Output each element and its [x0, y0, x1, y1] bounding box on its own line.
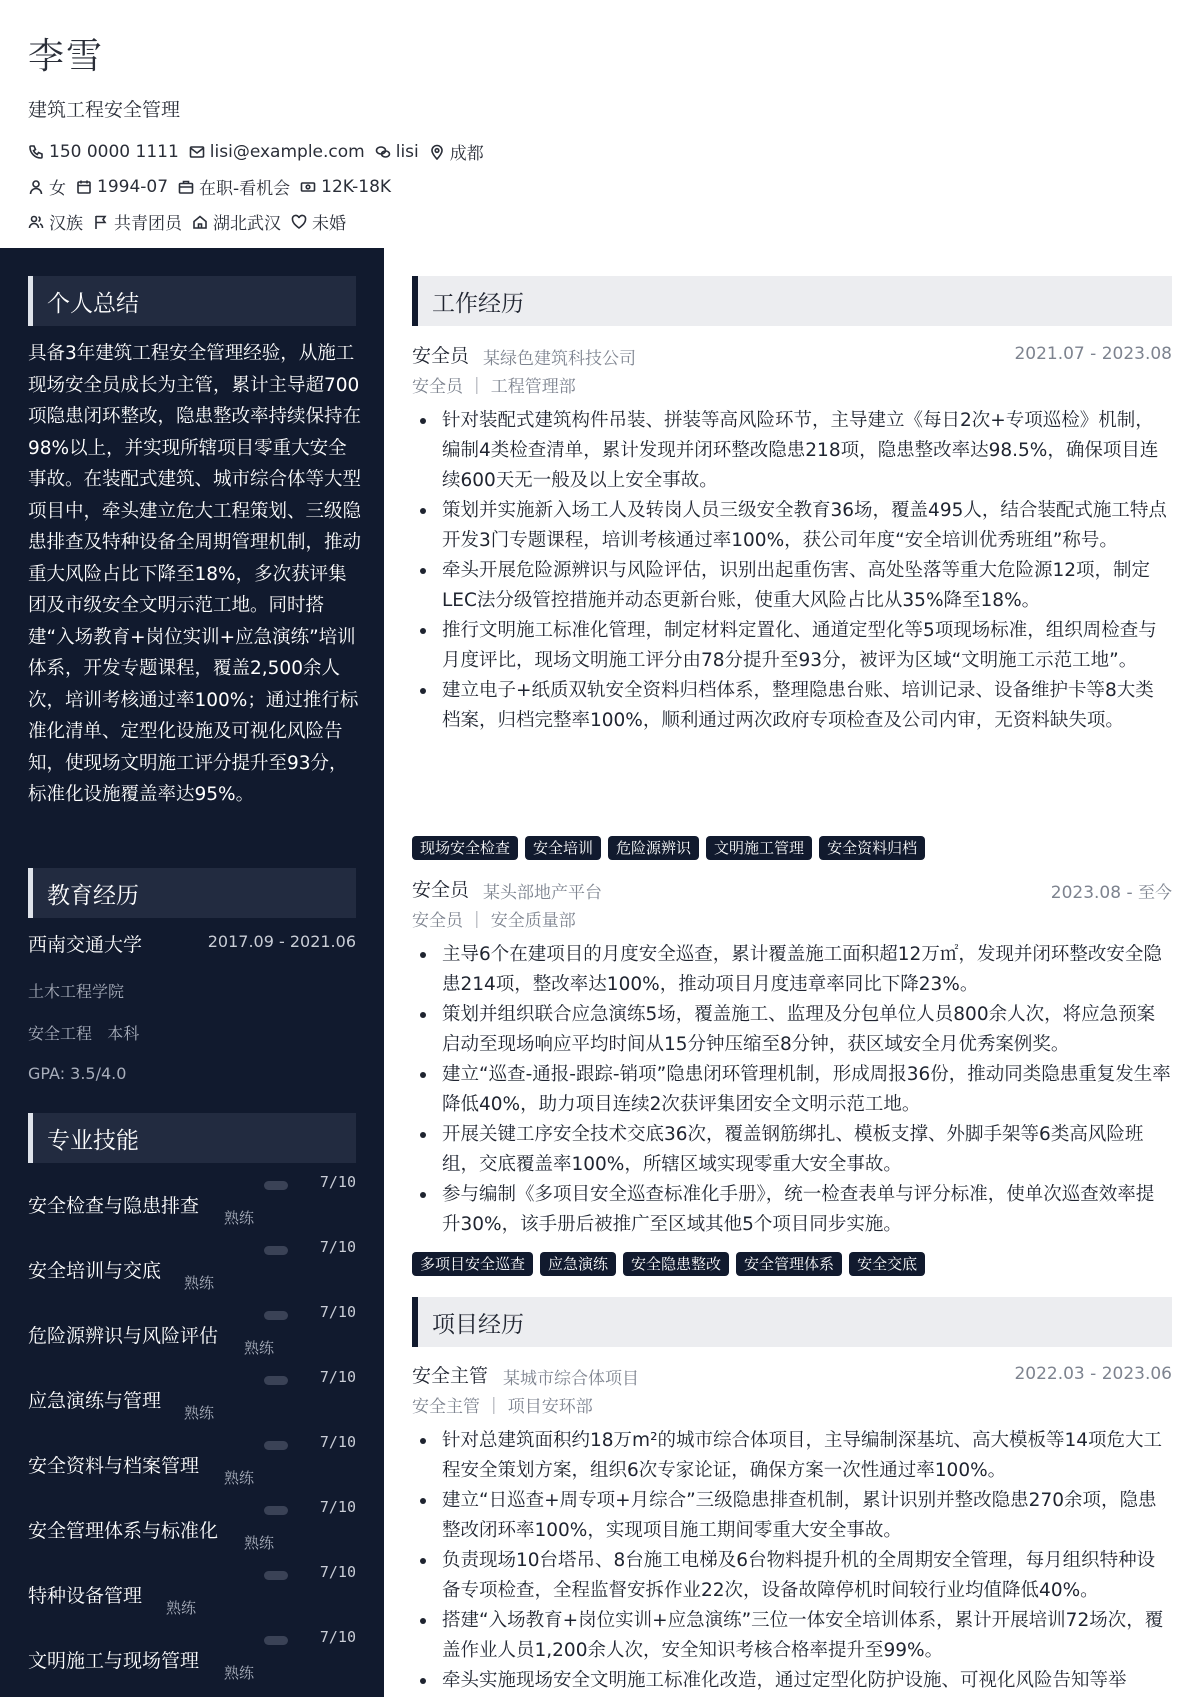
skills-section-title: 专业技能 — [28, 1113, 356, 1163]
mail-icon — [189, 144, 205, 160]
project-header — [412, 1361, 1172, 1389]
skill-bar — [264, 1181, 288, 1190]
skill-name: 危险源辨识与风险评估 — [28, 1325, 219, 1347]
skill-tag: 多项目安全巡查 — [412, 1252, 533, 1276]
list-item: 建立“巡查-通报-跟踪-销项”隐患闭环管理机制，形成周报36份，推动同类隐患重复发生率降低40%，助力项目连续2次获评集团安全文明示范工地。 — [412, 1060, 1172, 1120]
skill-name: 安全管理体系与标准化 — [28, 1520, 219, 1542]
skill-tag: 安全培训 — [525, 836, 601, 860]
skill-tag: 安全管理体系 — [736, 1252, 842, 1276]
job-bullets — [412, 940, 1172, 1240]
ethnicity-item — [28, 209, 83, 234]
skill-item — [28, 1433, 356, 1493]
marital-text: 未婚 — [312, 214, 346, 234]
phone-item — [28, 142, 179, 162]
job-date: 2023.08 - 至今 — [1050, 883, 1172, 903]
project-section-title: 项目经历 — [412, 1297, 1172, 1347]
heart-icon — [291, 214, 307, 230]
skill-score: 7/10 — [319, 1303, 356, 1321]
list-item: 主导6个在建项目的月度安全巡查，累计覆盖施工面积超12万㎡，发现并闭环整改安全隐患214项，整改率达100%，推动项目月度违章率同比下降23%。 — [412, 940, 1172, 1000]
skill-item — [28, 1173, 356, 1233]
skill-name: 安全检查与隐患排查 — [28, 1195, 200, 1217]
salary-text: 12K-18K — [321, 176, 392, 197]
project-date: 2022.03 - 2023.06 — [1014, 1364, 1172, 1384]
job-company: 某绿色建筑科技公司 — [483, 349, 636, 369]
skill-item — [28, 1628, 356, 1688]
email-text: lisi@example.com — [209, 141, 365, 162]
job-title: 安全员 — [412, 345, 470, 367]
skill-tag: 安全交底 — [849, 1252, 925, 1276]
job-header — [412, 875, 1172, 903]
user-icon — [28, 179, 44, 195]
skill-item — [28, 1303, 356, 1363]
email-item[interactable] — [189, 142, 365, 162]
list-item: 牵头开展危险源辨识与风险评估，识别出起重伤害、高处坠落等重大危险源12项，制定LEC法分级管控措施并动态更新台账，使重大风险占比从35%降至18%。 — [412, 556, 1172, 616]
project-subtitle: 安全主管 ｜ 项目安环部 — [412, 1397, 593, 1417]
calendar-icon — [76, 179, 92, 195]
project-bullets — [412, 1426, 1172, 1696]
education-major: 安全工程 — [28, 1024, 93, 1043]
education-degree: 本科 — [107, 1024, 140, 1043]
skill-tag: 安全资料归档 — [819, 836, 925, 860]
skill-tag: 应急演练 — [540, 1252, 616, 1276]
personal-row — [28, 169, 1188, 204]
education-college: 土木工程学院 — [28, 982, 125, 1001]
candidate-name: 李雪 — [28, 36, 105, 77]
location-pin-icon — [429, 144, 445, 160]
hometown-text: 湖北武汉 — [213, 214, 281, 234]
education-section-title: 教育经历 — [28, 868, 356, 918]
list-item: 针对装配式建筑构件吊装、拼装等高风险环节，主导建立《每日2次+专项巡检》机制，编制4类检查清单，累计发现并闭环整改隐患218项，隐患整改率达98.5%，确保项目连续600天无一般及以上安全事故。 — [412, 406, 1172, 496]
skill-score: 7/10 — [319, 1563, 356, 1581]
job-title: 安全员 — [412, 879, 470, 901]
job-target: 建筑工程安全管理 — [28, 99, 181, 121]
phone-text: 150 0000 1111 — [49, 141, 179, 162]
list-item: 搭建“入场教育+岗位实训+应急演练”三位一体安全培训体系，累计开展培训72场次，覆盖作业人员1,200余人次，安全知识考核合格率提升至99%。 — [412, 1606, 1172, 1666]
politics-item — [93, 209, 182, 234]
education-date: 2017.09 - 2021.06 — [207, 932, 356, 951]
skill-score: 7/10 — [319, 1368, 356, 1386]
users-icon — [28, 214, 44, 230]
skill-level: 熟练 — [184, 1404, 215, 1422]
job-company: 某头部地产平台 — [483, 883, 602, 903]
skill-level: 熟练 — [224, 1469, 255, 1487]
skill-name: 文明施工与现场管理 — [28, 1650, 200, 1672]
hometown-item — [192, 209, 281, 234]
skill-name: 安全资料与档案管理 — [28, 1455, 200, 1477]
job-tags — [412, 836, 932, 860]
phone-icon — [28, 144, 44, 160]
skill-name: 安全培训与交底 — [28, 1260, 162, 1282]
list-item: 推行文明施工标准化管理，制定材料定置化、通道定型化等5项现场标准，组织周检查与月度评比，现场文明施工评分由78分提升至93分，被评为区域“文明施工示范工地”。 — [412, 616, 1172, 676]
skill-bar — [264, 1441, 288, 1450]
summary-section-title: 个人总结 — [28, 276, 356, 326]
job-tags — [412, 1252, 932, 1276]
gender-item — [28, 174, 66, 199]
skill-name: 特种设备管理 — [28, 1585, 143, 1607]
list-item: 策划并组织联合应急演练5场，覆盖施工、监理及分包单位人员800余人次，将应急预案启动至现场响应平均时间从15分钟压缩至8分钟，获区域安全月优秀案例奖。 — [412, 1000, 1172, 1060]
skill-item — [28, 1368, 356, 1428]
skill-item — [28, 1563, 356, 1623]
wechat-icon — [375, 144, 391, 160]
contact-row — [28, 134, 1188, 169]
list-item: 负责现场10台塔吊、8台施工电梯及6台物料提升机的全周期安全管理，每月组织特种设备专项检查，全程监督安拆作业22次，设备故障停机时间较行业均值降低40%。 — [412, 1546, 1172, 1606]
skill-score: 7/10 — [319, 1173, 356, 1191]
list-item: 针对总建筑面积约18万m²的城市综合体项目，主导编制深基坑、高大模板等14项危大工程安全策划方案，组织6次专家论证，确保方案一次性通过率100%。 — [412, 1426, 1172, 1486]
skill-score: 7/10 — [319, 1238, 356, 1256]
background-row — [28, 204, 1188, 239]
skill-level: 熟练 — [224, 1209, 255, 1227]
skill-bar — [264, 1571, 288, 1580]
education-gpa: GPA: 3.5/4.0 — [28, 1064, 127, 1083]
skill-item — [28, 1238, 356, 1298]
status-item — [178, 174, 290, 199]
job-subtitle: 安全员 ｜ 工程管理部 — [412, 377, 576, 397]
skill-item — [28, 1498, 356, 1558]
skill-tag: 安全隐患整改 — [623, 1252, 729, 1276]
list-item: 参与编制《多项目安全巡查标准化手册》，统一检查表单与评分标准，使单次巡查效率提升30%，该手册后被推广至区域其他5个项目同步实施。 — [412, 1180, 1172, 1240]
project-role: 安全主管 — [412, 1365, 489, 1387]
list-item: 建立“日巡查+周专项+月综合”三级隐患排查机制，累计识别并整改隐患270余项，隐患整改闭环率100%，实现项目施工期间零重大安全事故。 — [412, 1486, 1172, 1546]
list-item: 牵头实施现场安全文明施工标准化改造，通过定型化防护设施、可视化风险告知等举 — [412, 1666, 1172, 1696]
skill-bar — [264, 1506, 288, 1515]
home-icon — [192, 214, 208, 230]
salary-item — [300, 177, 391, 197]
project-name: 某城市综合体项目 — [503, 1369, 639, 1389]
birth-text: 1994-07 — [97, 176, 169, 197]
status-text: 在职-看机会 — [199, 179, 291, 199]
skill-bar — [264, 1246, 288, 1255]
list-item: 策划并实施新入场工人及转岗人员三级安全教育36场，覆盖495人，结合装配式施工特点开发3门专题课程，培训考核通过率100%，获公司年度“安全培训优秀班组”称号。 — [412, 496, 1172, 556]
wechat-item — [375, 142, 419, 162]
education-major-row — [28, 1021, 139, 1044]
skill-score: 7/10 — [319, 1628, 356, 1646]
skill-score: 7/10 — [319, 1433, 356, 1451]
city-item — [429, 139, 484, 164]
skill-bar — [264, 1311, 288, 1320]
job-header — [412, 341, 1172, 369]
skill-name: 应急演练与管理 — [28, 1390, 162, 1412]
ethnicity-text: 汉族 — [49, 214, 83, 234]
politics-text: 共青团员 — [114, 214, 182, 234]
briefcase-icon — [178, 179, 194, 195]
skill-tag: 危险源辨识 — [608, 836, 699, 860]
wechat-text: lisi — [395, 141, 419, 162]
skill-level: 熟练 — [166, 1599, 197, 1617]
list-item: 建立电子+纸质双轨安全资料归档体系，整理隐患台账、培训记录、设备维护卡等8大类档案，归档完整率100%，顺利通过两次政府专项检查及公司内审，无资料缺失项。 — [412, 676, 1172, 736]
money-icon — [300, 179, 316, 195]
sidebar — [0, 248, 384, 1697]
skill-level: 熟练 — [184, 1274, 215, 1292]
education-school: 西南交通大学 — [28, 934, 143, 956]
gender-text: 女 — [49, 179, 66, 199]
skill-level: 熟练 — [244, 1534, 275, 1552]
skill-bar — [264, 1376, 288, 1385]
skill-tag: 文明施工管理 — [706, 836, 812, 860]
job-bullets — [412, 406, 1172, 736]
skill-bar — [264, 1636, 288, 1645]
summary-text: 具备3年建筑工程安全管理经验，从施工现场安全员成长为主管，累计主导超700项隐患闭环整改，隐患整改率持续保持在98%以上，并实现所辖项目零重大安全事故。在装配式建筑、城市综合体等大型项目中，牵头建立危大工程策划、三级隐患排查及特种设备全周期管理机制，推动重大风险占比下降至18%，多次获评集团及市级安全文明示范工地。同时搭建“入场教育+岗位实训+应急演练”培训体系，开发专题课程，覆盖2,500余人次，培训考核通过率100%；通过推行标准化清单、定型化设施及可视化风险告知，使现场文明施工评分提升至93分，标准化设施覆盖率达95%。 — [28, 343, 362, 805]
work-section-title: 工作经历 — [412, 276, 1172, 326]
resume-header — [28, 28, 1188, 239]
skill-level: 熟练 — [224, 1664, 255, 1682]
marital-item — [291, 209, 346, 234]
skill-tag: 现场安全检查 — [412, 836, 518, 860]
skill-level: 熟练 — [244, 1339, 275, 1357]
job-date: 2021.07 - 2023.08 — [1014, 344, 1172, 364]
flag-icon — [93, 214, 109, 230]
list-item: 开展关键工序安全技术交底36次，覆盖钢筋绑扎、模板支撑、外脚手架等6类高风险班组，交底覆盖率100%，所辖区域实现零重大安全事故。 — [412, 1120, 1172, 1180]
skill-score: 7/10 — [319, 1498, 356, 1516]
job-subtitle: 安全员 ｜ 安全质量部 — [412, 911, 576, 931]
city-text: 成都 — [449, 144, 484, 164]
birth-item — [76, 177, 168, 197]
